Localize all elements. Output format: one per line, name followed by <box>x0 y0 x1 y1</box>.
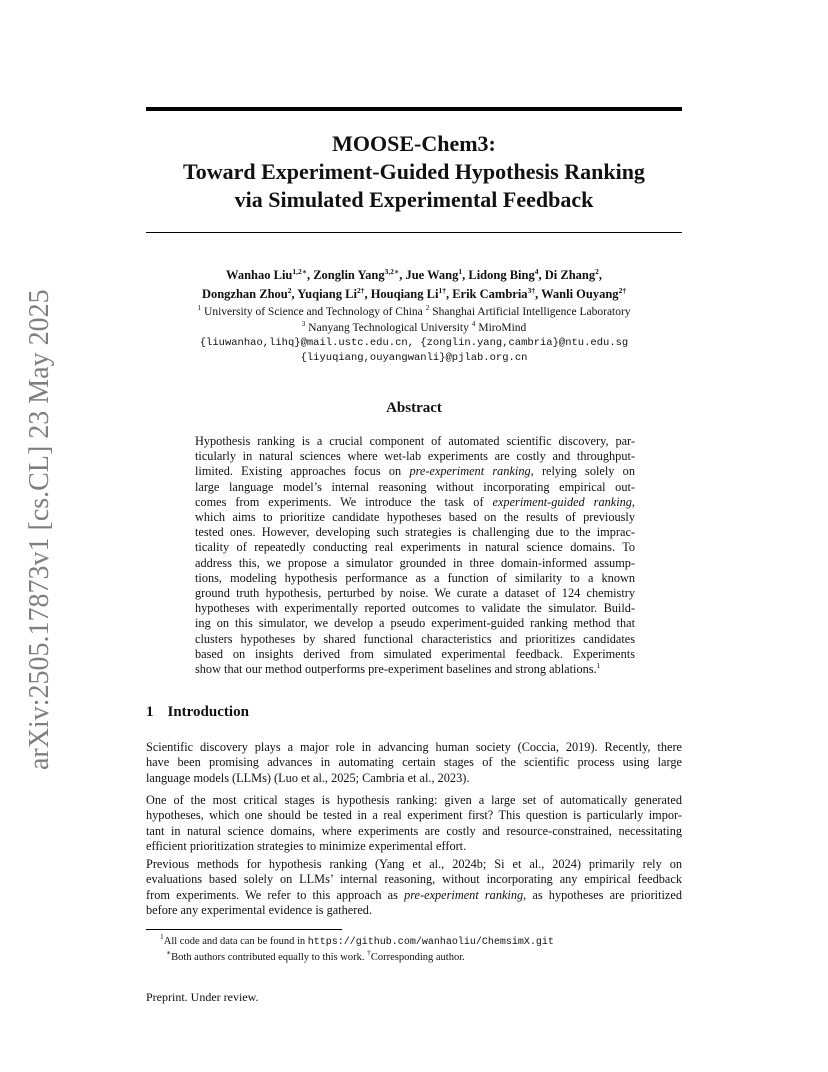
paragraph-line: One of the most critical stages is hypothesis ranking: given a large set of automatically generated <box>146 793 682 807</box>
author-name: Houqiang Li <box>370 287 439 301</box>
paragraph-line: Previous methods for hypothesis ranking (Yang et al., 2024b; Si et al., 2024) primarily rely on <box>146 857 682 871</box>
abstract-text: comes from experiments. We introduce the task of <box>195 494 484 509</box>
paragraph-emphasis: pre-experiment ranking <box>404 887 524 902</box>
abstract-text: limited. Existing approaches focus on <box>195 464 402 479</box>
abstract-emphasis: pre-experiment ranking <box>409 464 531 479</box>
author-affiliation-mark: 3,2∗ <box>384 267 400 276</box>
paragraph-text: , as hypotheses are prioritized <box>523 887 682 902</box>
abstract-line: clusters hypotheses by shared functional characteristics and prioritizes candidates <box>195 631 635 646</box>
affiliation-name: Shanghai Artificial Intelligence Laboratory <box>432 306 631 318</box>
abstract-line <box>195 662 635 677</box>
author-affiliation-mark: 1,2∗ <box>292 267 307 276</box>
affiliation-number: 2 <box>425 303 430 312</box>
paragraph-line: efficient prioritization strategies to minimize experimental effort. <box>146 838 467 853</box>
abstract-line <box>195 464 635 479</box>
paragraph-text: from experiments. We refer to this approach as <box>146 887 398 902</box>
abstract-line: Hypothesis ranking is a crucial component of automated scientific discovery, par- <box>195 434 635 448</box>
author-affiliation-mark: 1 <box>458 267 463 276</box>
paragraph-line: before any experimental evidence is gathered. <box>146 902 373 917</box>
paragraph-line: have been promising advances in automating certain stages of the scientific process using large <box>146 755 682 770</box>
author-affiliation-mark: 4 <box>534 267 539 276</box>
email-line-1: {liuwanhao,lihq}@mail.ustc.edu.cn, {zonglin.yang,cambria}@ntu.edu.sg <box>199 337 629 349</box>
author-block <box>130 266 698 366</box>
footnote-mark: 1 <box>596 661 601 671</box>
author-name: Jue Wang <box>405 268 459 282</box>
author-name: Wanhao Liu <box>226 268 293 282</box>
abstract-text: show that our method outperforms pre-experiment baselines and strong ablations. <box>195 662 597 677</box>
footnote-text: Both authors contributed equally to this work. <box>171 952 368 963</box>
title-line-3: via Simulated Experimental Feedback <box>234 187 594 212</box>
abstract-line: tested ones. However, developing such strategies is challenging due to the imprac- <box>195 525 635 540</box>
footnote-1 <box>160 934 554 950</box>
footnote-mark: ∗ <box>166 948 172 957</box>
author-name: Yuqiang Li <box>297 287 357 301</box>
footnote-url-link[interactable]: https://github.com/wanhaoliu/ChemsimX.git <box>307 937 554 948</box>
footnote-text: All code and data can be found in <box>163 936 308 947</box>
title-top-rule <box>146 107 682 111</box>
author-affiliation-mark: 2† <box>356 286 365 295</box>
abstract-body <box>195 434 635 677</box>
abstract-text: , relying solely on <box>530 464 635 479</box>
paragraph-line <box>146 888 682 903</box>
author-line-2: Dongzhan Zhou$^2$, Yuqiang $Li^{2\dagger}$, Houqiang $Li^{1\dagger}$, Erik Cambria$^{3\dagger}$, Wanli Ouyang$^{2\dagger}$ <box>201 286 627 301</box>
footnotes <box>160 934 554 966</box>
affiliation-number: 1 <box>197 303 202 312</box>
abstract-line: tions, modeling hypothesis performance as a function of similarity to a known <box>195 570 635 585</box>
abstract-line: ticality of repeatedly conducting real experiments in natural science domains. To <box>195 540 635 555</box>
author-affiliation-mark: 2† <box>618 286 627 295</box>
paragraph-line: hypotheses, which one should be tested in a real experiment first? This question is particularly impor- <box>146 808 682 823</box>
intro-paragraph-1 <box>146 740 682 786</box>
title-bottom-rule <box>146 232 682 233</box>
abstract-line: based on insights derived from simulated experimental feedback. Experiments <box>195 646 635 661</box>
affiliation-name: MiroMind <box>478 322 527 334</box>
section-heading-introduction <box>146 704 249 721</box>
author-name: Lidong Bing <box>468 268 535 282</box>
author-affiliation-mark: 2 <box>287 286 292 295</box>
title-line-1: MOOSE-Chem3: <box>332 131 496 156</box>
preprint-note: Preprint. Under review. <box>146 990 259 1004</box>
arxiv-identifier-stamp: arXiv:2505.17873v1 [cs.CL] 23 May 2025 <box>24 289 55 770</box>
footnote-mark: † <box>367 948 371 957</box>
intro-paragraph-3 <box>146 857 682 918</box>
footnote-mark: 1 <box>160 932 164 941</box>
abstract-line: large language model’s internal reasoning without incorporating empirical out- <box>195 479 635 494</box>
author-name: Wanli Ouyang <box>541 287 619 301</box>
abstract-line <box>195 495 635 510</box>
paragraph-line: evaluations based solely on LLMs’ internal reasoning, without incorporating any empirical feedback <box>146 872 682 887</box>
affiliation-number: 4 <box>471 319 476 328</box>
section-title: Introduction <box>167 704 249 720</box>
paper-title <box>146 130 682 214</box>
footnote-rule <box>146 929 342 930</box>
paragraph-line: Scientific discovery plays a major role in advancing human society (Coccia, 2019). Recently, there <box>146 740 682 754</box>
paragraph-line: tant in natural science domains, where experiments are costly and resource-constrained, necessitating <box>146 823 682 838</box>
affiliation-name: Nanyang Technological University <box>308 322 469 334</box>
abstract-emphasis: experiment-guided ranking <box>492 494 632 509</box>
abstract-line: hypotheses with experimentally reported outcomes to validate the simulator. Build- <box>195 601 635 616</box>
paragraph-line: language models (LLMs) (Luo et al., 2025; Cambria et al., 2023). <box>146 770 470 785</box>
affiliation-number: 3 <box>301 319 306 328</box>
abstract-text: , <box>631 494 635 509</box>
affiliation-name: University of Science and Technology of China <box>204 306 423 318</box>
abstract-line: ing on this simulator, we develop a pseudo experiment-guided ranking method that <box>195 616 635 631</box>
abstract-line: ticularly in natural sciences where wet-lab experiments are costly and throughput- <box>195 449 635 464</box>
abstract-heading: Abstract <box>386 400 442 416</box>
author-name: Dongzhan Zhou <box>201 287 288 301</box>
abstract-line: ground truth hypothesis, perturbed by noise. We curate a dataset of 124 chemistry <box>195 586 635 601</box>
author-name: Di Zhang <box>544 268 596 282</box>
section-number: 1 <box>146 704 154 720</box>
author-name: Zonglin Yang <box>313 268 385 282</box>
footnote-2 <box>160 950 554 966</box>
footnote-text: Corresponding author. <box>370 952 465 963</box>
author-name: Erik Cambria <box>452 287 528 301</box>
affiliation-line-2 <box>130 320 698 336</box>
author-affiliation-mark: 2 <box>595 267 599 276</box>
intro-paragraph-2 <box>146 793 682 854</box>
abstract-line: which aims to prioritize candidate hypotheses based on the results of previously <box>195 510 635 525</box>
abstract-line: address this, we propose a simulator grounded in three domain-informed assump- <box>195 555 635 570</box>
author-affiliation-mark: 1† <box>438 286 446 295</box>
email-line-2: {liyuqiang,ouyangwanli}@pjlab.org.cn <box>300 352 528 364</box>
title-line-2: Toward Experiment-Guided Hypothesis Ranking <box>183 159 645 184</box>
author-affiliation-mark: 3† <box>527 286 536 295</box>
author-line-1: Wanhao Liu$^{1,2∗}$, Zonglin Yang$^{3,2∗}$, Jue Wang$^1$, Lidong Bing$^4$, Di Zhang$^2$, <box>226 267 602 282</box>
affiliation-line-1 <box>130 304 698 320</box>
